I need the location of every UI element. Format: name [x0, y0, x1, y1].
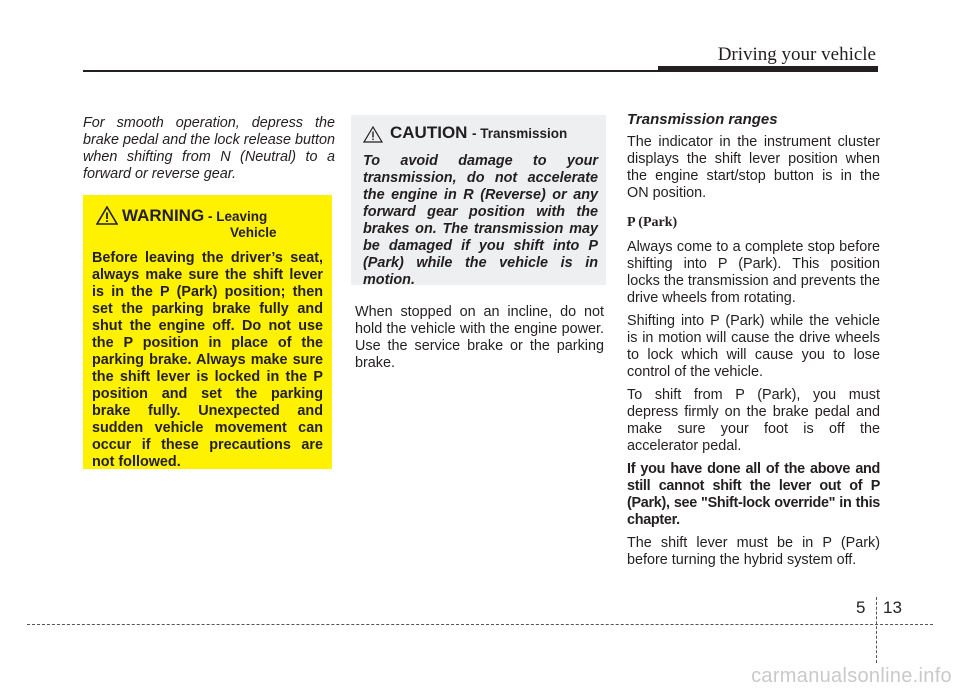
header-rule-accent: [658, 66, 878, 72]
warning-subtitle: - Leaving: [208, 209, 268, 224]
page-number: 13: [883, 598, 902, 617]
column-2-paragraph: When stopped on an incline, do not hold the vehicle with the engine power. Use the service brake or the parking brake.: [355, 304, 604, 371]
warning-body: Before leaving the driver’s seat, always make sure the shift lever is in the P (Park) position; then set the parking brake fully and shut the engine off. Do not use the P position in place of the parking brake. Always make sure the shift lever is locked in the P position and set the parking brake fully. Unexpected and sudden vehicle movement can occur if these precautions are not followed.: [92, 250, 323, 470]
subsection-title: P (Park): [627, 215, 678, 230]
caution-subtitle: - Transmission: [472, 126, 568, 141]
watermark: carmanualsonline.info: [751, 665, 952, 687]
footer-vertical-rule: [876, 597, 877, 663]
paragraph: Shifting into P (Park) while the vehicle is in motion will cause the drive wheels to lock which will cause you to lose control of the vehicle.: [627, 313, 880, 380]
warning-subtitle-line2: Vehicle: [230, 225, 277, 240]
caution-triangle-icon: [363, 126, 383, 143]
paragraph-bold: If you have done all of the above and still cannot shift the lever out of P (Park), see "Shift-lock override" in this chapter.: [627, 461, 880, 528]
section-title: Transmission ranges: [627, 111, 778, 128]
footer-dashed-rule: [27, 624, 933, 625]
warning-title: WARNING: [122, 206, 205, 225]
column-1-intro: For smooth operation, depress the brake pedal and the lock release button when shifting from N (Neutral) to a forward or reverse gear.: [83, 115, 336, 182]
warning-header: [92, 205, 323, 245]
paragraph: The shift lever must be in P (Park) before turning the hybrid system off.: [627, 535, 880, 568]
paragraph: To shift from P (Park), you must depress firmly on the brake pedal and make sure your foot is off the accelerator pedal.: [627, 387, 880, 454]
caution-body: To avoid damage to your transmission, do not accelerate the engine in R (Reverse) or any forward gear position with the brakes on. The transmission may be damaged if you shift into P (Park) while the vehicle is in motion.: [363, 153, 598, 288]
warning-box: [83, 195, 332, 469]
paragraph: The indicator in the instrument cluster displays the shift lever position when the engine start/stop button is in the ON position.: [627, 134, 880, 201]
paragraph: Always come to a complete stop before shifting into P (Park). This position locks the transmission and prevents the drive wheels from rotating.: [627, 239, 880, 306]
caution-header: [363, 123, 598, 147]
chapter-number: 5: [856, 598, 866, 617]
caution-box: [351, 115, 606, 288]
column-3: [627, 111, 880, 575]
warning-triangle-icon: [96, 206, 118, 225]
page-header-title: Driving your vehicle: [717, 44, 876, 65]
caution-title: CAUTION: [390, 123, 468, 142]
